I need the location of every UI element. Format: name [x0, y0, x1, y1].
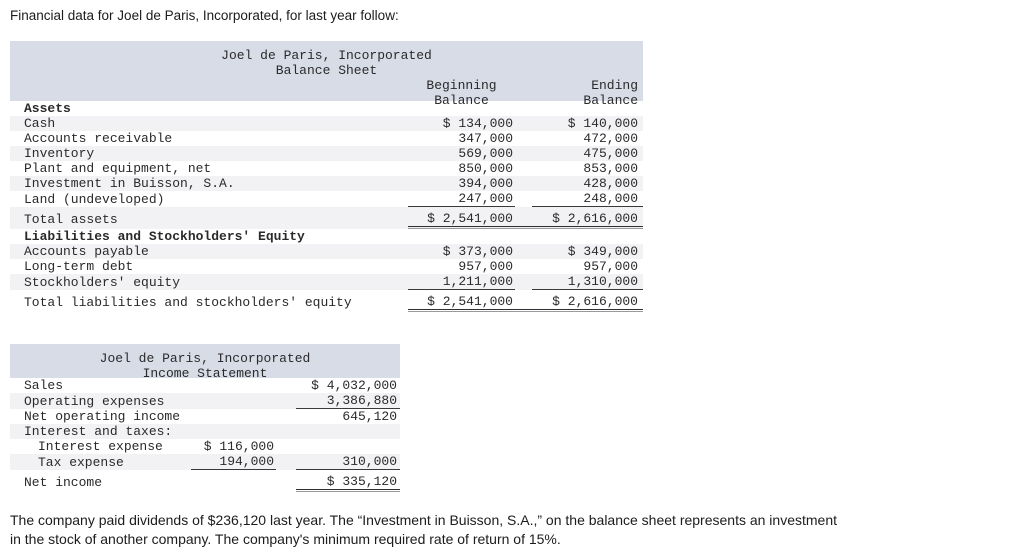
beginning-balance-value: 957,000 [458, 259, 513, 274]
beginning-balance-value: $ 2,541,000 [427, 294, 513, 309]
row-label: Stockholders' equity [24, 275, 181, 290]
total-amount: $ 335,120 [296, 474, 400, 490]
row-label: Accounts receivable [24, 131, 173, 146]
row-label: Sales [24, 378, 64, 393]
row-label: Net operating income [24, 409, 181, 424]
footer-text [10, 511, 1024, 549]
row-label: Cash [24, 116, 56, 131]
table-row-investment-buisson [10, 176, 643, 191]
ending-balance-value: 472,000 [583, 131, 638, 146]
detail-amount: 194,000 [191, 454, 276, 470]
table-row-cash [10, 116, 643, 131]
table-row-accounts-receivable [10, 131, 643, 146]
table-row-land [10, 191, 643, 207]
detail-amount [191, 409, 276, 424]
ending-balance-value: 428,000 [583, 176, 638, 191]
beginning-balance-value: $ 2,541,000 [427, 211, 513, 226]
table-title: Joel de Paris, Incorporated [99, 351, 311, 366]
row-label: Accounts payable [24, 244, 149, 259]
total-amount: $ 4,032,000 [311, 378, 397, 393]
total-amount [296, 439, 400, 454]
table-row-tax-expense [10, 454, 400, 470]
table-row-total-liabilities-equity [10, 290, 643, 312]
table-row-inventory [10, 146, 643, 161]
table-row-interest-and-taxes [10, 424, 400, 439]
table-row-sales [10, 378, 400, 393]
row-label: Tax expense [38, 455, 124, 470]
table-subtitle: Balance Sheet [275, 63, 378, 78]
balance-sheet-header [10, 41, 643, 108]
ending-balance-value: 957,000 [583, 259, 638, 274]
detail-amount [191, 378, 276, 393]
detail-amount [191, 474, 276, 490]
total-amount: 3,386,880 [296, 393, 400, 409]
footer-text-line2: in the stock of another company. The company's minimum required rate of return of 15%. [10, 531, 561, 547]
intro-text: Financial data for Joel de Paris, Incorporated, for last year follow: [10, 8, 399, 23]
beginning-balance-value: $ 373,000 [442, 244, 513, 259]
balance-sheet-table [10, 41, 643, 312]
row-label: Net income [24, 475, 103, 490]
table-row-net-operating-income [10, 409, 400, 424]
ending-balance-value: 1,310,000 [532, 274, 643, 290]
table-row-interest-expense [10, 439, 400, 454]
total-amount: 310,000 [296, 454, 400, 470]
row-label: Operating expenses [24, 394, 165, 409]
row-label: Land (undeveloped) [24, 192, 165, 207]
table-subtitle: Income Statement [142, 366, 268, 381]
table-row-liabilities-heading [10, 229, 643, 244]
row-label: Long-term debt [24, 259, 134, 274]
detail-amount [191, 393, 276, 409]
beginning-balance-value: 347,000 [458, 131, 513, 146]
income-statement-table [10, 344, 400, 492]
column-header-ending-balance: Ending Balance [583, 78, 638, 108]
table-row-long-term-debt [10, 259, 643, 274]
row-label: Liabilities and Stockholders' Equity [24, 229, 305, 244]
table-row-operating-expenses [10, 393, 400, 409]
beginning-balance-value: $ 134,000 [442, 116, 513, 131]
table-row-total-assets [10, 207, 643, 229]
total-amount: 645,120 [342, 409, 397, 424]
row-label: Interest expense [38, 439, 163, 454]
table-title: Joel de Paris, Incorporated [221, 48, 432, 63]
row-label: Plant and equipment, net [24, 161, 212, 176]
ending-balance-value: $ 2,616,000 [552, 211, 638, 226]
ending-balance-value: $ 2,616,000 [552, 294, 638, 309]
row-label: Total liabilities and stockholders' equity [24, 295, 352, 310]
ending-balance-value: 853,000 [583, 161, 638, 176]
detail-amount: $ 116,000 [203, 439, 274, 454]
row-label: Interest and taxes: [24, 424, 173, 439]
ending-balance-value: 248,000 [532, 191, 643, 207]
footer-text-line1: The company paid dividends of $236,120 last year. The “Investment in Buisson, S.A.,” on the balance sheet represents an investment [10, 512, 838, 528]
row-label: Inventory [24, 146, 95, 161]
table-row-stockholders-equity [10, 274, 643, 290]
ending-balance-value: $ 140,000 [567, 116, 638, 131]
table-row-accounts-payable [10, 244, 643, 259]
row-label: Investment in Buisson, S.A. [24, 176, 235, 191]
column-header-beginning-balance: Beginning Balance [426, 78, 497, 108]
income-statement-header [10, 344, 400, 381]
ending-balance-value: 475,000 [583, 146, 638, 161]
beginning-balance-value: 1,211,000 [408, 274, 515, 290]
table-row-net-income [10, 470, 400, 492]
beginning-balance-value: 850,000 [458, 161, 513, 176]
row-label: Total assets [24, 212, 118, 227]
beginning-balance-value: 569,000 [458, 146, 513, 161]
beginning-balance-value: 247,000 [408, 191, 515, 207]
table-row-plant-equipment [10, 161, 643, 176]
beginning-balance-value: 394,000 [458, 176, 513, 191]
ending-balance-value: $ 349,000 [567, 244, 638, 259]
row-label: Assets [24, 101, 71, 116]
